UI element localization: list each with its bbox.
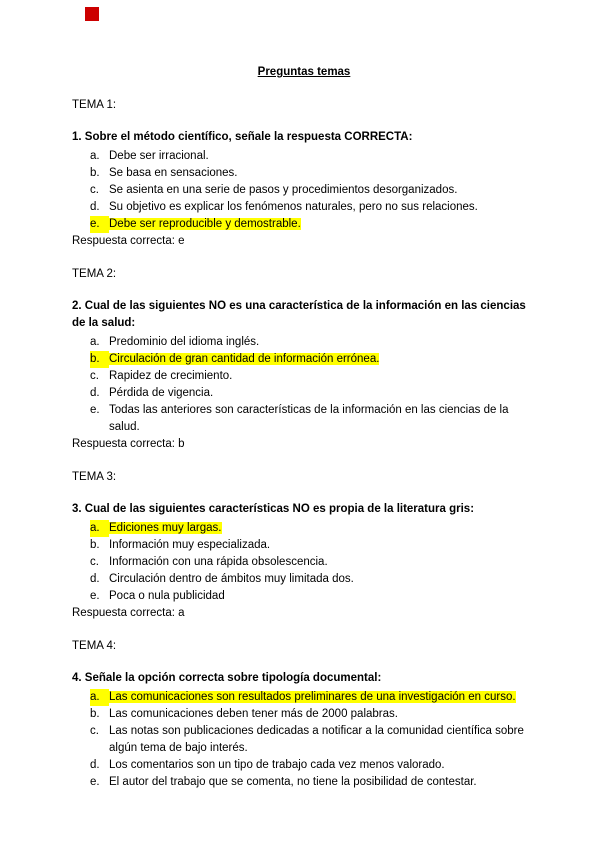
option-text bbox=[109, 199, 536, 216]
option-row bbox=[90, 520, 536, 537]
option-text-inner: Debe ser reproducible y demostrable. bbox=[109, 218, 301, 230]
option-text-inner: Se asienta en una serie de pasos y procedimientos desorganizados. bbox=[109, 184, 458, 196]
option-text-inner: Se basa en sensaciones. bbox=[109, 167, 238, 179]
tema-heading: TEMA 3: bbox=[72, 471, 117, 483]
option-text-inner: Las comunicaciones deben tener más de 2000 palabras. bbox=[109, 708, 398, 720]
options-list bbox=[72, 689, 536, 791]
option-text bbox=[109, 216, 536, 233]
option-letter: a. bbox=[90, 336, 100, 348]
tema-heading: TEMA 4: bbox=[72, 640, 117, 652]
option-row bbox=[90, 182, 536, 199]
option-text bbox=[109, 689, 536, 706]
option-letter: d. bbox=[90, 201, 100, 213]
option-letter: b. bbox=[90, 351, 109, 368]
option-row bbox=[90, 537, 536, 554]
option-letter: d. bbox=[90, 573, 100, 585]
option-text bbox=[109, 385, 536, 402]
option-text-inner: El autor del trabajo que se comenta, no tiene la posibilidad de contestar. bbox=[109, 776, 477, 788]
option-letter: a. bbox=[90, 520, 109, 537]
tema-heading: TEMA 1: bbox=[72, 99, 117, 111]
option-row bbox=[90, 723, 536, 757]
option-row bbox=[90, 706, 536, 723]
option-text-inner: Circulación dentro de ámbitos muy limitada dos. bbox=[109, 573, 354, 585]
answer-text: Respuesta correcta: b bbox=[72, 438, 185, 450]
option-text bbox=[109, 571, 536, 588]
option-row bbox=[90, 689, 536, 706]
option-row bbox=[90, 571, 536, 588]
option-row bbox=[90, 216, 536, 233]
option-row bbox=[90, 554, 536, 571]
option-letter: a. bbox=[90, 150, 100, 162]
option-letter: b. bbox=[90, 708, 100, 720]
option-row bbox=[90, 351, 536, 368]
option-letter: e. bbox=[90, 216, 109, 233]
option-text-inner: Información muy especializada. bbox=[109, 539, 271, 551]
option-text bbox=[109, 148, 536, 165]
option-text bbox=[109, 774, 536, 791]
option-text bbox=[109, 554, 536, 571]
option-text bbox=[109, 334, 536, 351]
options-list bbox=[72, 148, 536, 233]
option-text bbox=[109, 351, 536, 368]
option-text bbox=[109, 706, 536, 723]
option-row bbox=[90, 368, 536, 385]
option-letter: c. bbox=[90, 184, 99, 196]
answer-text: Respuesta correcta: e bbox=[72, 235, 185, 247]
option-text bbox=[109, 537, 536, 554]
option-text-inner: Pérdida de vigencia. bbox=[109, 387, 214, 399]
option-letter: a. bbox=[90, 689, 109, 706]
option-row bbox=[90, 774, 536, 791]
option-text-inner: Circulación de gran cantidad de información errónea. bbox=[109, 353, 380, 365]
option-row bbox=[90, 334, 536, 351]
option-letter: e. bbox=[90, 404, 100, 416]
option-letter: c. bbox=[90, 725, 99, 737]
question-text: 2. Cual de las siguientes NO es una característica de la información en las ciencias de la salud: bbox=[72, 300, 526, 329]
tema-heading: TEMA 2: bbox=[72, 268, 117, 280]
option-text bbox=[109, 520, 536, 537]
option-text-inner: Ediciones muy largas. bbox=[109, 522, 222, 534]
answer-text: Respuesta correcta: a bbox=[72, 607, 185, 619]
option-text-inner: Las comunicaciones son resultados preliminares de una investigación en curso. bbox=[109, 691, 516, 703]
option-row bbox=[90, 402, 536, 436]
option-row bbox=[90, 385, 536, 402]
document-title: Preguntas temas bbox=[257, 66, 351, 78]
options-list bbox=[72, 520, 536, 605]
option-text-inner: Rapidez de crecimiento. bbox=[109, 370, 233, 382]
option-letter: b. bbox=[90, 167, 100, 179]
option-text bbox=[109, 165, 536, 182]
option-text-inner: Información con una rápida obsolescencia. bbox=[109, 556, 328, 568]
option-text-inner: Poca o nula publicidad bbox=[109, 590, 225, 602]
option-text bbox=[109, 402, 536, 436]
option-text-inner: Debe ser irracional. bbox=[109, 150, 209, 162]
question-text: 4. Señale la opción correcta sobre tipología documental: bbox=[72, 672, 382, 684]
option-text-inner: Predominio del idioma inglés. bbox=[109, 336, 260, 348]
option-text bbox=[109, 182, 536, 199]
option-row bbox=[90, 165, 536, 182]
option-letter: e. bbox=[90, 776, 100, 788]
option-letter: d. bbox=[90, 387, 100, 399]
option-letter: c. bbox=[90, 370, 99, 382]
option-text bbox=[109, 757, 536, 774]
option-text bbox=[109, 368, 536, 385]
option-letter: e. bbox=[90, 590, 100, 602]
question-text: 1. Sobre el método científico, señale la respuesta CORRECTA: bbox=[72, 131, 413, 143]
option-letter: b. bbox=[90, 539, 100, 551]
option-row bbox=[90, 148, 536, 165]
option-letter: c. bbox=[90, 556, 99, 568]
question-text: 3. Cual de las siguientes características NO es propia de la literatura gris: bbox=[72, 503, 475, 515]
options-list bbox=[72, 334, 536, 436]
option-text-inner: Los comentarios son un tipo de trabajo cada vez menos valorado. bbox=[109, 759, 445, 771]
option-text bbox=[109, 588, 536, 605]
option-row bbox=[90, 757, 536, 774]
option-letter: d. bbox=[90, 759, 100, 771]
option-text-inner: Las notas son publicaciones dedicadas a notificar a la comunidad científica sobre algún tema de bajo interés. bbox=[109, 725, 524, 754]
option-row bbox=[90, 588, 536, 605]
option-text-inner: Su objetivo es explicar los fenómenos naturales, pero no sus relaciones. bbox=[109, 201, 478, 213]
option-text-inner: Todas las anteriores son características de la información en las ciencias de la salud. bbox=[109, 404, 509, 433]
option-row bbox=[90, 199, 536, 216]
questions-container bbox=[72, 97, 536, 791]
red-square-icon bbox=[85, 7, 99, 21]
option-text bbox=[109, 723, 536, 757]
